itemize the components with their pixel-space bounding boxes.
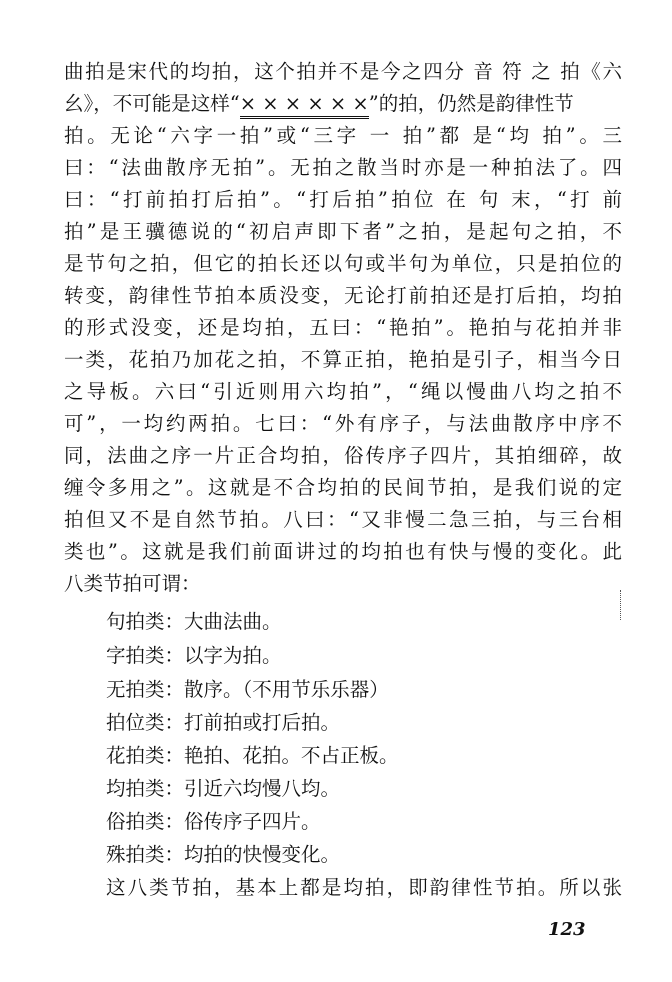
text-line: 这八类节拍，基本上都是均拍，即韵律性节拍。所以张 [106,876,622,899]
margin-mark [620,590,627,620]
text-line: 转变，韵律性节拍本质没变，无论打前拍还是打后拍，均拍 [64,284,622,307]
list-item: 无拍类：散序。（不用节乐乐器） [106,678,389,701]
text-fragment: ”的拍，仍然是韵律性节 [368,92,574,115]
text-line: 缠令多用之”。这就是不合均拍的民间节拍，是我们说的定 [64,476,622,499]
list-item: 字拍类：以字为拍。 [106,644,282,667]
text-line: 曲拍是宋代的均拍，这个拍并不是今之四分 音 符 之 拍《六 [64,60,622,83]
text-line: 拍”是王骥德说的“初启声即下者”之拍，是起句之拍，不 [64,220,622,243]
list-item: 花拍类：艳拍、花拍。不占正板。 [106,744,399,767]
page-number: 123 [548,919,586,940]
text-line: 的形式没变，还是均拍，五曰：“艳拍”。艳拍与花拍并非 [64,316,622,339]
text-line: 是节句之拍，但它的拍长还以句或半句为单位，只是拍位的 [64,252,622,275]
text-line: 之导板。六曰“引近则用六均拍”，“绳以慢曲八均之拍不 [64,380,622,403]
text-line: 同，法曲之序一片正合均拍，俗传序子四片，其拍细碎，故 [64,444,622,467]
list-item: 句拍类：大曲法曲。 [106,610,282,633]
text-line: 拍。无论“六字一拍”或“三字 一 拍”都 是“均 拍”。三 [64,124,622,147]
list-item: 俗拍类：俗传序子四片。 [106,810,321,833]
text-line: 八类节拍可谓： [64,572,201,595]
text-line: 曰：“法曲散序无拍”。无拍之散当时亦是一种拍法了。四 [64,156,622,179]
text-line: 一类，花拍乃加花之拍，不算正拍，艳拍是引子，相当今日 [64,348,622,371]
text-fragment: 幺》，不可能是这样“ [64,92,240,115]
list-item: 拍位类：打前拍或打后拍。 [106,711,341,734]
text-line: 曰：“打前拍打后拍”。“打后拍”拍位 在 句 末，“打 前 [64,188,622,211]
crosses-mark: × × × × × × [240,92,369,119]
text-line: 拍但又不是自然节拍。八曰：“又非慢二急三拍，与三台相 [64,508,622,531]
list-item: 殊拍类：均拍的快慢变化。 [106,843,341,866]
text-line: 类也”。这就是我们前面讲过的均拍也有快与慢的变化。此 [64,540,622,563]
text-line: 可”，一均约两拍。七曰：“外有序子，与法曲散序中序不 [64,412,622,435]
list-item: 均拍类：引近六均慢八均。 [106,777,341,800]
text-line [64,94,622,114]
